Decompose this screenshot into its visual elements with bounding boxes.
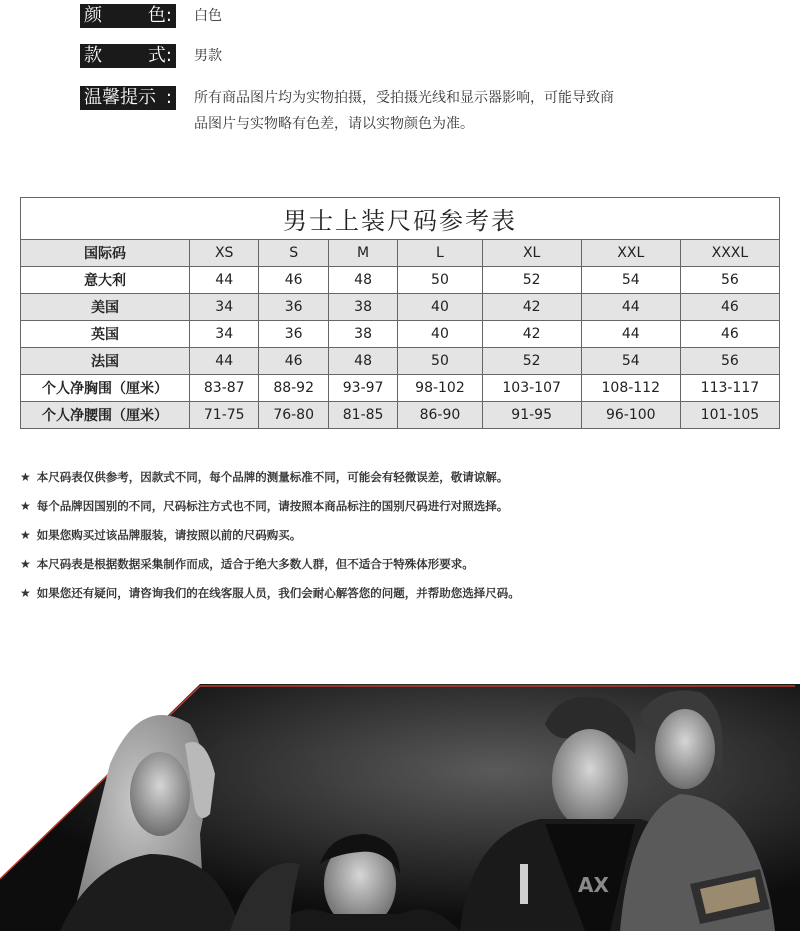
size-table-row (21, 402, 780, 429)
size-note-text: 如果您还有疑问，请咨询我们的在线客服人员，我们会耐心解答您的问题，并帮助您选择尺码。 (36, 586, 520, 600)
size-table-cell: 38 (328, 294, 397, 321)
size-chart-table (20, 197, 780, 429)
size-note-text: 本尺码表是根据数据采集制作而成，适合于绝大多数人群，但不适合于特殊体形要求。 (36, 557, 474, 571)
size-table-row-header: 国际码 (21, 240, 190, 267)
style-label (80, 44, 176, 68)
size-table-row (21, 240, 780, 267)
size-table-row-header: 个人净腰围（厘米） (21, 402, 190, 429)
size-table-cell: 50 (398, 267, 482, 294)
size-table-row-header: 法国 (21, 348, 190, 375)
size-table-row (21, 267, 780, 294)
size-table-cell: 42 (482, 294, 581, 321)
size-table-cell: 98-102 (398, 375, 482, 402)
size-table-cell: 46 (680, 294, 779, 321)
size-table-cell: 86-90 (398, 402, 482, 429)
size-table-cell: 40 (398, 321, 482, 348)
color-value: 白色 (194, 8, 222, 24)
size-table-cell: 34 (190, 321, 259, 348)
size-table-cell: 81-85 (328, 402, 397, 429)
size-table-cell: 71-75 (190, 402, 259, 429)
size-table-cell: 91-95 (482, 402, 581, 429)
size-table-cell: 103-107 (482, 375, 581, 402)
banner-image (0, 684, 800, 931)
star-icon: ★ (20, 557, 31, 571)
tip-text-line1: 所有商品图片均为实物拍摄，受拍摄光线和显示器影响，可能导致商 (194, 90, 614, 106)
size-table-row-header: 个人净胸围（厘米） (21, 375, 190, 402)
size-table-row (21, 294, 780, 321)
banner-logo-text: AX (578, 873, 609, 897)
star-icon: ★ (20, 499, 31, 513)
size-table-cell: 50 (398, 348, 482, 375)
size-table-row (21, 348, 780, 375)
size-table-cell: 42 (482, 321, 581, 348)
size-table-row (21, 375, 780, 402)
color-label (80, 4, 176, 28)
tip-label-text: 温馨提示 (84, 87, 156, 108)
size-table-cell: 38 (328, 321, 397, 348)
style-label-char2: 式 (147, 45, 166, 66)
size-table-cell: 40 (398, 294, 482, 321)
star-icon: ★ (20, 528, 31, 542)
size-table-cell: 83-87 (190, 375, 259, 402)
size-table-cell: 46 (259, 348, 328, 375)
size-table-cell: 56 (680, 267, 779, 294)
style-value: 男款 (194, 48, 222, 64)
size-table-cell: 88-92 (259, 375, 328, 402)
tip-row (80, 86, 694, 137)
size-table-cell: 108-112 (581, 375, 680, 402)
color-label-tail (148, 4, 172, 28)
size-table-cell: 54 (581, 267, 680, 294)
size-table-cell: 44 (190, 348, 259, 375)
size-note-item (20, 525, 520, 554)
size-table-cell: XS (190, 240, 259, 267)
size-note-item (20, 467, 520, 496)
size-table-cell: 93-97 (328, 375, 397, 402)
style-row (80, 44, 222, 68)
size-table-cell: 46 (680, 321, 779, 348)
size-table-cell: 36 (259, 294, 328, 321)
style-label-tail (148, 44, 172, 68)
size-table-cell: 44 (190, 267, 259, 294)
promo-banner-photo (0, 684, 800, 931)
size-table-cell: 48 (328, 267, 397, 294)
color-row (80, 4, 222, 28)
size-table-cell: XXXL (680, 240, 779, 267)
size-table-cell: 34 (190, 294, 259, 321)
style-label-colon: : (165, 45, 172, 66)
size-table-row-header: 意大利 (21, 267, 190, 294)
size-table-cell: 54 (581, 348, 680, 375)
size-notes-list (20, 467, 520, 612)
color-label-colon: : (165, 5, 172, 26)
size-table-cell: 44 (581, 294, 680, 321)
size-table-row-header: 英国 (21, 321, 190, 348)
color-label-char2: 色 (147, 5, 166, 26)
style-label-char1: 款 (84, 45, 102, 66)
tip-text (194, 85, 694, 137)
size-table-row (21, 321, 780, 348)
size-table-row-header: 美国 (21, 294, 190, 321)
size-note-text: 每个品牌因国别的不同，尺码标注方式也不同，请按照本商品标注的国别尺码进行对照选择。 (36, 499, 509, 513)
size-table-cell: 96-100 (581, 402, 680, 429)
size-table-cell: 48 (328, 348, 397, 375)
size-note-text: 如果您购买过该品牌服装，请按照以前的尺码购买。 (36, 528, 302, 542)
size-table-cell: 113-117 (680, 375, 779, 402)
size-table-cell: L (398, 240, 482, 267)
size-table-cell: XXL (581, 240, 680, 267)
size-table-cell: 101-105 (680, 402, 779, 429)
star-icon: ★ (20, 586, 31, 600)
size-table-cell: 56 (680, 348, 779, 375)
size-note-item (20, 583, 520, 612)
size-chart-title: 男士上装尺码参考表 (21, 198, 780, 240)
size-table-cell: M (328, 240, 397, 267)
size-table-cell: S (259, 240, 328, 267)
size-note-item (20, 554, 520, 583)
size-note-text: 本尺码表仅供参考，因款式不同，每个品牌的测量标准不同，可能会有轻微误差，敬请谅解。 (36, 470, 509, 484)
size-table-cell: 46 (259, 267, 328, 294)
size-note-item (20, 496, 520, 525)
tip-text-line2: 品图片与实物略有色差，请以实物颜色为准。 (194, 116, 474, 132)
size-table-cell: 44 (581, 321, 680, 348)
size-table-cell: 52 (482, 348, 581, 375)
color-label-char1: 颜 (84, 5, 102, 26)
size-table-cell: 52 (482, 267, 581, 294)
size-table-cell: 36 (259, 321, 328, 348)
size-table-cell: XL (482, 240, 581, 267)
star-icon: ★ (20, 470, 31, 484)
size-table-cell: 76-80 (259, 402, 328, 429)
tip-label-colon: : (165, 87, 172, 108)
tip-label (80, 86, 176, 110)
